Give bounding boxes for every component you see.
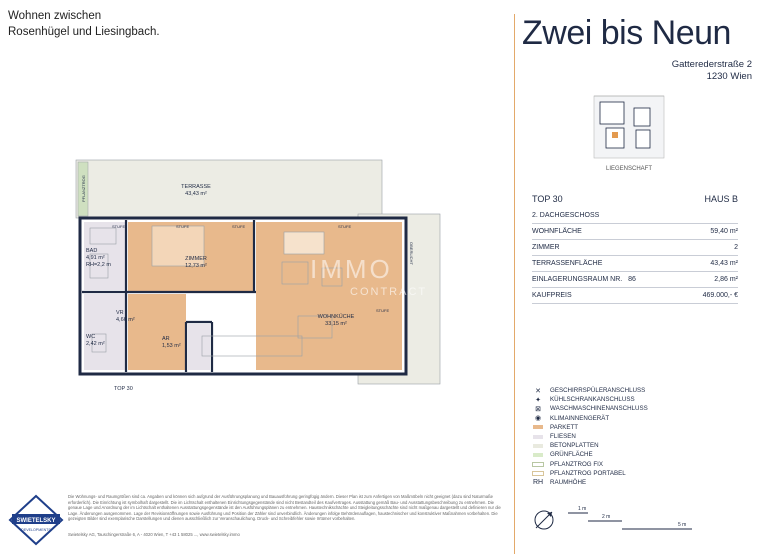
info-label-text: EINLAGERUNGSRAUM NR. xyxy=(532,276,623,283)
legend-label: PARKETT xyxy=(550,423,579,431)
legend-item xyxy=(532,450,648,459)
betonplatten-swatch xyxy=(533,444,543,448)
info-row xyxy=(532,288,738,304)
info-label: WOHNFLÄCHE xyxy=(532,228,582,235)
pflanztrog-portabel-swatch xyxy=(532,471,544,476)
legend-label: WASCHMASCHINENANSCHLUSS xyxy=(550,405,648,413)
wc-floor xyxy=(84,294,126,370)
room-terrasse-name: TERRASSE xyxy=(181,184,211,190)
address-street: Gatterederstraße 2 xyxy=(671,59,752,70)
scale-bar xyxy=(532,500,722,540)
unit-header xyxy=(532,190,738,208)
scale-label-2m: 2 m xyxy=(602,514,611,520)
info-value: 59,40 m² xyxy=(710,228,738,235)
scale-label-5m: 5 m xyxy=(678,522,687,528)
legend-label: KÜHLSCHRANKANSCHLUSS xyxy=(550,396,635,404)
legend-item xyxy=(532,469,648,478)
site-plan-thumbnail xyxy=(590,92,668,164)
info-row xyxy=(532,272,738,288)
fridge-icon: ✦ xyxy=(535,396,541,404)
legend-label: GESCHIRRSPÜLERANSCHLUSS xyxy=(550,387,646,395)
legend-item xyxy=(532,395,648,404)
info-label: KAUFPREIS xyxy=(532,292,572,299)
legend-item xyxy=(532,460,648,469)
tagline-line-2: Rosenhügel und Liesingbach. xyxy=(8,26,160,38)
terrace-area xyxy=(76,160,382,218)
info-label: TERRASSENFLÄCHE xyxy=(532,260,603,267)
vr-floor xyxy=(128,294,186,370)
unit-floor-row xyxy=(532,208,738,224)
info-value: 43,43 m² xyxy=(710,260,738,267)
legend-label: KLIMAINNENGERÄT xyxy=(550,414,610,422)
entrance-label: TOP 30 xyxy=(114,386,133,392)
room-bad-rh: RH=2,2 m xyxy=(86,262,111,268)
logo-sub: DEVELOPMENTS xyxy=(21,528,51,532)
legend-item xyxy=(532,478,648,487)
north-arrow-icon xyxy=(535,511,553,529)
info-extra: 86 xyxy=(628,276,636,283)
tagline xyxy=(8,8,160,40)
room-bad-area: 4,91 m² xyxy=(86,255,105,261)
step-label: STUFE xyxy=(338,224,352,229)
room-vr-name: VR xyxy=(116,310,124,316)
room-ar-name: AR xyxy=(162,336,170,342)
unit-haus: HAUS B xyxy=(704,194,738,204)
step-label: STUFE xyxy=(176,224,190,229)
scale-label-1m: 1 m xyxy=(578,506,587,512)
tagline-line-1: Wohnen zwischen xyxy=(8,10,102,22)
info-value: 2 xyxy=(734,244,738,251)
info-label: ZIMMER xyxy=(532,244,560,251)
step-label: STUFE xyxy=(232,224,246,229)
legend-label: BETONPLATTEN xyxy=(550,442,599,450)
step-label: STUFE xyxy=(112,224,126,229)
site-plan-label: LIEGENSCHAFT xyxy=(606,166,653,172)
legend-label: PFLANZTROG PORTABEL xyxy=(550,469,626,477)
room-wc-name: WC xyxy=(86,334,96,340)
planter-label: PFLANZTROG xyxy=(81,175,86,202)
info-value: 469.000,- € xyxy=(702,292,738,299)
room-zimmer-area: 12,73 m² xyxy=(185,263,207,269)
info-row xyxy=(532,256,738,272)
watermark: IMMO xyxy=(310,254,393,284)
disclaimer: Die Wohnungs- und Raumgrößen sind ca. Angaben und können sich aufgrund der Ausführungsplanung und Bauausführung geringfügig ändern. Dieser Plan ist zum Anfertigen von Maßmöbeln nicht geeignet (dazu sind Naturmaße erforderlich). Die Einrichtung ist symbolhaft dargestellt. Die im Lichtschalt enthaltenen Einrichtungsgegenstände sind nicht Bestandteil des Kaufvertrages. Ausstattung gemäß Bau- und Ausstattungsbeschreibung zu entnehmen. Die genaue Lage und Anordnung der im Lichtschalt enthaltenen Ausstattungsgegenstände ist den Ausführungsplänen zu entnehmen. Haustechnikschächte und Steigleitungsschächte sind nicht maßgenau dargestellt und definieren nur die Lage. Änderungen ausgenommen. Lage der Revisionsöffnungen sowie Ausführung und Position der Zähler sind unverbindlich. Änderungen infolge Behördenauflagen, haustechnischer und konstruktiver Maßnahmen vorbehalten. Die gezeigten Bilder sind exemplarische Darstellungen und dienen ausschließlich zur Veranschaulichung. Druck- und Schreibfehler sowie Irrtümer vorbehalten. xyxy=(68,494,501,522)
room-wohnkueche-area: 33,15 m² xyxy=(325,321,347,327)
step-label: STUFE xyxy=(376,308,390,313)
room-zimmer-name: ZIMMER xyxy=(185,256,207,262)
room-ar-area: 1,53 m² xyxy=(162,343,181,349)
address xyxy=(672,59,752,83)
parkett-swatch xyxy=(533,425,543,429)
address-city: 1230 Wien xyxy=(706,71,752,82)
washing-machine-icon: ⊠ xyxy=(535,405,541,413)
legend-label: FLIESEN xyxy=(550,433,576,441)
footer-address: Swietelsky AG, Tauschingerstraße 6, A - 4020 Wien, T +43 1 58025 ..., www.swietelsky.immo xyxy=(68,532,240,537)
brand-title: Zwei bis Neun xyxy=(522,14,731,52)
room-bad-name: BAD xyxy=(86,248,98,254)
watermark-sub: CONTRACT xyxy=(350,286,428,298)
legend-label: GRÜNFLÄCHE xyxy=(550,451,593,459)
legend-item xyxy=(532,441,648,450)
fliesen-swatch xyxy=(533,435,543,439)
legend-label: PFLANZTROG FIX xyxy=(550,460,603,468)
room-vr-area: 4,66 m² xyxy=(116,317,135,323)
legend-item xyxy=(532,386,648,395)
unit-floor: 2. DACHGESCHOSS xyxy=(532,212,600,219)
legend-item xyxy=(532,414,648,423)
unit-top: TOP 30 xyxy=(532,194,563,204)
legend xyxy=(532,386,648,487)
info-row xyxy=(532,240,738,256)
ar-floor xyxy=(188,324,210,370)
room-wohnkueche-name: WOHNKÜCHE xyxy=(317,314,355,320)
info-value: 2,86 m² xyxy=(714,276,738,283)
dishwasher-icon: ✕ xyxy=(535,387,541,395)
pflanztrog-fix-swatch xyxy=(532,462,544,467)
legend-item xyxy=(532,404,648,413)
gruenflaeche-swatch xyxy=(533,453,543,457)
room-terrasse-area: 43,43 m² xyxy=(185,191,207,197)
unit-info xyxy=(532,190,738,304)
legend-item xyxy=(532,423,648,432)
legend-item xyxy=(532,432,648,441)
legend-label: RAUMHÖHE xyxy=(550,478,587,486)
company-logo xyxy=(8,494,64,546)
info-row xyxy=(532,224,738,240)
room-wc-area: 2,42 m² xyxy=(86,341,105,347)
skylight-label: OBERLICHT xyxy=(409,242,414,265)
rh-symbol: RH xyxy=(532,478,544,486)
info-label xyxy=(532,276,636,283)
air-conditioner-icon: ◉ xyxy=(534,415,542,423)
logo-name: SWIETELSKY xyxy=(16,518,56,524)
divider xyxy=(514,14,515,554)
